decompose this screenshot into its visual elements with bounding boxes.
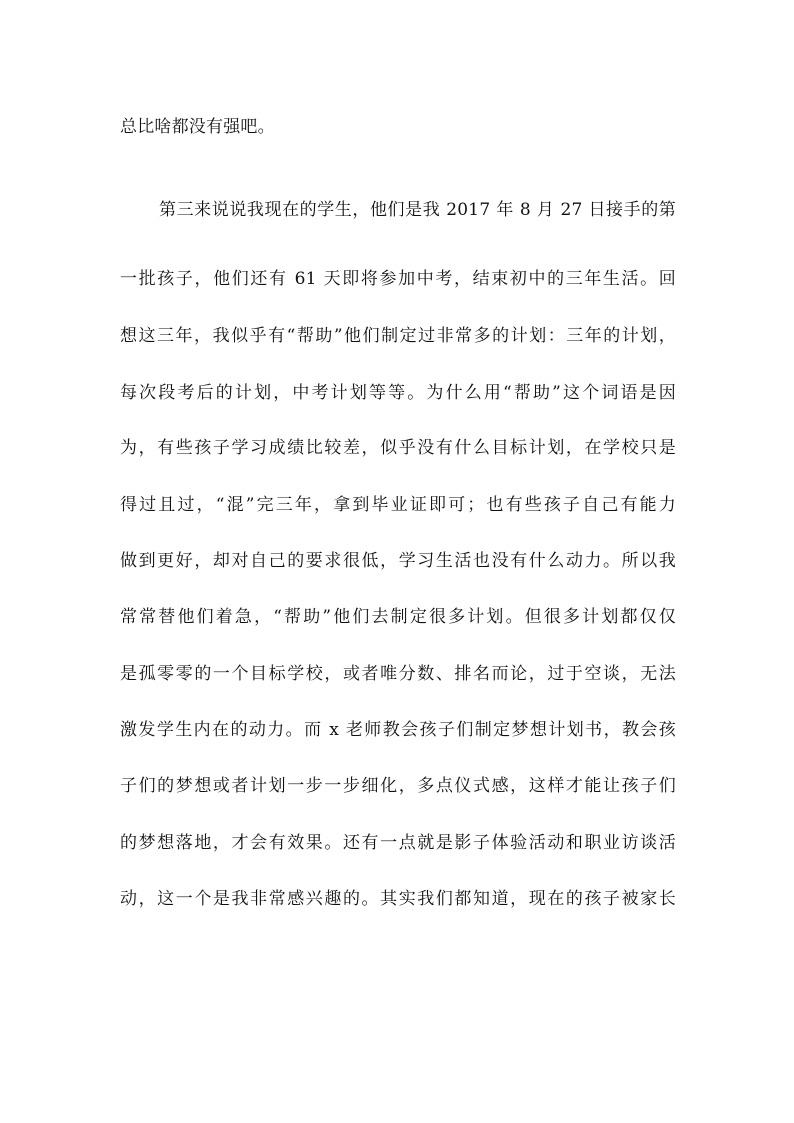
paragraph-2-line: 是孤零零的一个目标学校，或者唯分数、排名而论，过于空谈，无法 [120,664,676,684]
paragraph-2-line: 得过且过，“混”完三年，拿到毕业证即可；也有些孩子自己有能力 [120,495,676,515]
paragraph-2-line: 为，有些孩子学习成绩比较差，似乎没有什么目标计划，在学校只是 [120,438,676,458]
paragraph-2-line: 想这三年，我似乎有“帮助”他们制定过非常多的计划：三年的计划， [120,326,676,346]
paragraph-2-line: 动，这一个是我非常感兴趣的。其实我们都知道，现在的孩子被家长 [120,889,676,909]
paragraph-2-line: 第三来说说我现在的学生，他们是我 2017 年 8 月 27 日接手的第 [159,200,676,220]
paragraph-1-line: 总比啥都没有强吧。 [120,117,275,137]
paragraph-2-line: 一批孩子，他们还有 61 天即将参加中考，结束初中的三年生活。回 [120,269,676,289]
paragraph-2-line: 每次段考后的计划，中考计划等等。为什么用“帮助”这个词语是因 [120,383,676,403]
paragraph-2-line: 激发学生内在的动力。而 x 老师教会孩子们制定梦想计划书，教会孩 [120,720,676,740]
paragraph-2-line: 做到更好，却对自己的要求很低，学习生活也没有什么动力。所以我 [120,551,676,571]
paragraph-2-line: 常常替他们着急，“帮助”他们去制定很多计划。但很多计划都仅仅 [120,607,676,627]
paragraph-2-line: 的梦想落地，才会有效果。还有一点就是影子体验活动和职业访谈活 [120,833,676,853]
paragraph-2-line: 子们的梦想或者计划一步一步细化，多点仪式感，这样才能让孩子们 [120,776,676,796]
